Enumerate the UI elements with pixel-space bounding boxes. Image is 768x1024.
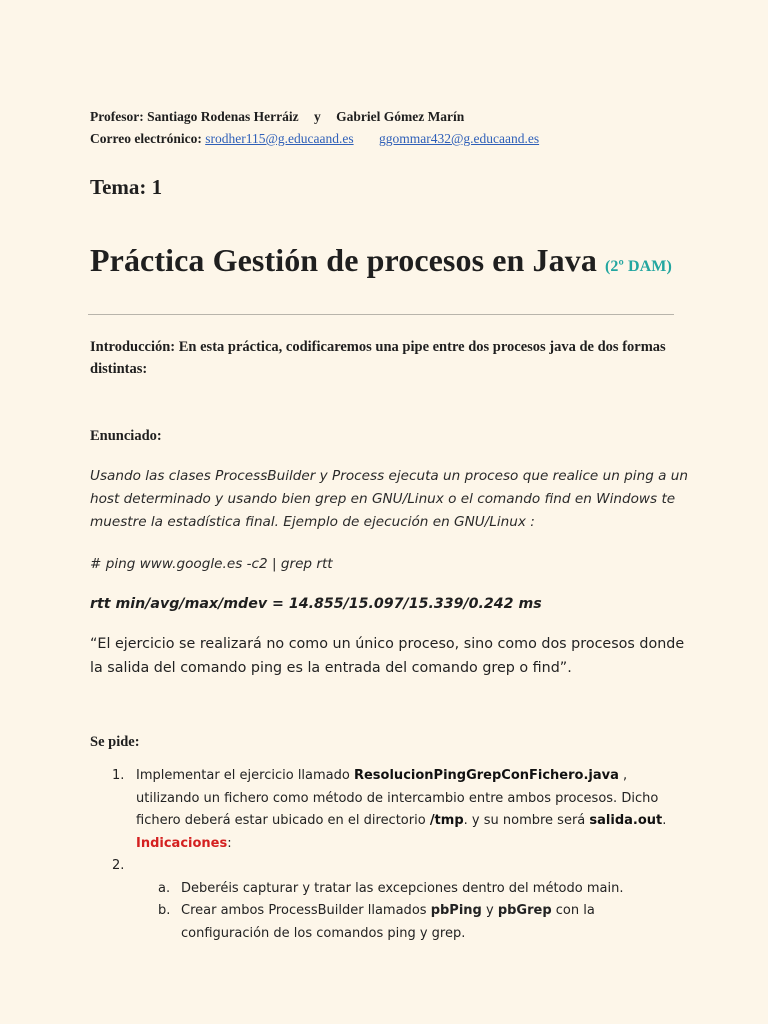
task-list xyxy=(108,765,678,945)
sub-list-item xyxy=(108,900,678,945)
professor-line xyxy=(90,109,464,125)
professor-and: y xyxy=(313,109,321,124)
enunciado-label: Enunciado: xyxy=(90,428,162,444)
filename-java: ResolucionPingGrepConFichero.java xyxy=(353,768,619,783)
list-item xyxy=(108,855,678,878)
email-link-1[interactable]: srodher115@g.educaand.es xyxy=(205,131,354,146)
rtt-output: rtt min/avg/max/mdev = 14.855/15.097/15.339/0.242 ms xyxy=(90,596,542,612)
email-label: Correo electrónico: xyxy=(90,131,202,146)
sub-item-text: Crear ambos ProcessBuilder llamados xyxy=(181,903,431,918)
command-example: # ping www.google.es -c2 | grep rtt xyxy=(90,556,333,572)
sub-item-text: Deberéis capturar y tratar las excepciones dentro del método main. xyxy=(181,880,624,896)
item-text: . y su nombre será xyxy=(463,813,590,828)
list-number: 1. xyxy=(112,768,125,783)
se-pide-label: Se pide: xyxy=(90,734,140,750)
professor-1: Profesor: Santiago Rodenas Herráiz xyxy=(90,109,299,124)
pbgrep-name: pbGrep xyxy=(497,903,552,918)
filename-out: salida.out xyxy=(589,813,663,828)
dir-tmp: /tmp xyxy=(429,813,464,828)
sub-list-letter: b. xyxy=(158,903,171,918)
pbping-name: pbPing xyxy=(430,903,482,918)
item-text: . xyxy=(662,813,667,828)
item-text: , utilizando un fichero como método de intercambio entre ambos procesos. Dicho fichero deberá estar ubicado en el directorio xyxy=(136,768,659,828)
list-number: 2. xyxy=(112,858,125,873)
sub-item-text: con la configuración de los comandos ping y grep. xyxy=(181,903,595,941)
title-badge: (2º DAM) xyxy=(604,258,672,275)
email-line xyxy=(90,131,539,147)
page-title xyxy=(90,242,672,279)
sub-item-text: y xyxy=(481,903,498,918)
enunciado-text: Usando las clases ProcessBuilder y Process ejecuta un proceso que realice un ping a un host determinado y usando bien grep en GNU/Linux o el comando find en Windows te muestre la estadística final. Ejemplo de ejecución en GNU/Linux : xyxy=(90,468,689,530)
intro-paragraph: Introducción: En esta práctica, codificaremos una pipe entre dos procesos java de dos formas distintas: xyxy=(90,339,666,377)
professor-2: Gabriel Gómez Marín xyxy=(336,109,465,124)
sub-list-item xyxy=(108,878,678,901)
item-text: : xyxy=(227,835,232,851)
quote-paragraph: “El ejercicio se realizará no como un único proceso, sino como dos procesos donde la salida del comando ping es la entrada del comando grep o find”. xyxy=(90,636,685,676)
sub-list-letter: a. xyxy=(158,880,171,896)
list-item xyxy=(108,765,678,855)
item-text: Implementar el ejercicio llamado xyxy=(136,768,354,783)
email-link-2[interactable]: ggommar432@g.educaand.es xyxy=(378,131,540,146)
title-text: Práctica Gestión de procesos en Java xyxy=(90,242,597,278)
tema-heading: Tema: 1 xyxy=(90,175,163,199)
horizontal-divider xyxy=(88,314,674,315)
indicaciones-label: Indicaciones xyxy=(136,835,228,851)
